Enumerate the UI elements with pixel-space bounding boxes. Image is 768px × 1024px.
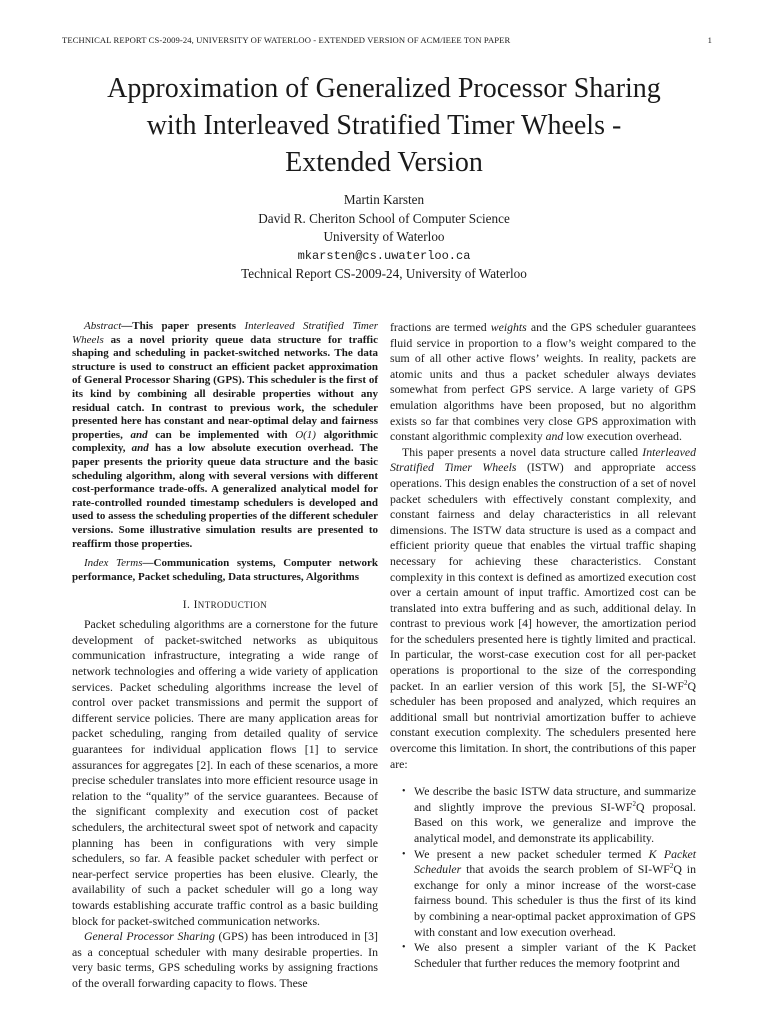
abstract-dash: — xyxy=(121,320,133,332)
intro-paragraph-1: Packet scheduling algorithms are a cornerstone for the future development of packet-switched networks as ubiquitous communication infrastructure, integrating a wide range of network technologies and offering a wide variety of application services. Packet scheduling algorithms increase the level of control over packet transmissions and permit the support of different service policies. There are many application areas for packet scheduling, ranging from detailed quality of service guarantees for individual application flows [1] to service assurances for aggregates [2]. In each of these scenarios, a more precise scheduler translates into more efficient resource usage in relation to the “quality” of the service guarantees. Because of the significant complexity and execution cost of packet schedulers, the architectural sweet spot of network and capacity planning has been in configurations with very simple schedulers, so far. A feasible packet scheduler with perfect or near-perfect service properties has been elusive. Clearly, the availability of such a packet scheduler will go a long way towards establishing accurate traffic control as a basic building block for packet-switched communication networks. xyxy=(72,617,378,928)
running-head-text: TECHNICAL REPORT CS-2009-24, UNIVERSITY OF WATERLOO - EXTENDED VERSION OF ACM/IEEE TON PAPER xyxy=(62,35,511,45)
author-name: Martin Karsten xyxy=(343,192,425,207)
intro-paragraph-3 xyxy=(390,320,696,445)
bullet-icon: • xyxy=(402,848,406,860)
paper-title xyxy=(40,70,728,181)
abstract-text-5: has a low absolute execution overhead. The paper presents the priority queue data structure and the basic scheduling algorithm, along with several versions with different cost-performance trade-offs. A generalized analytical model for rate-controlled rounded timestamp schedulers is developed and used to assess the scheduling properties of the different scheduler versions. Some illustrative simulation results are presented to reaffirm those properties. xyxy=(72,442,378,550)
left-column xyxy=(72,320,378,992)
title-line-2: with Interleaved Stratified Timer Wheels - xyxy=(146,110,622,141)
abstract xyxy=(72,320,378,551)
p3-text-b: and the GPS scheduler guarantees fluid service in proportion to a flow’s weight compared to the sum of all other active flows’ weights. In reality, packets are atomic units and thus a packet scheduler always deviates somewhat from perfect GPS service. A large variety of GPS emulation algorithms have been proposed, but no algorithm exists so far that combines very close GPS approximation with constant algorithmic complexity xyxy=(390,320,696,444)
abstract-text-3: can be implemented with xyxy=(147,428,296,441)
report-number: Technical Report CS-2009-24, University of Waterloo xyxy=(241,266,527,281)
intro-paragraph-4 xyxy=(390,445,696,772)
p4-text-a: This paper presents a novel data structure called xyxy=(402,444,643,459)
gps-term: General Processor Sharing xyxy=(84,929,215,944)
contributions-list xyxy=(390,784,696,971)
list-item xyxy=(390,940,696,971)
title-line-1: Approximation of Generalized Processor Sharing xyxy=(107,73,661,104)
abstract-complexity: O(1) xyxy=(295,428,316,441)
section-number: I. xyxy=(182,599,194,612)
index-terms-text: —Communication systems, Computer network performance, Packet scheduling, Data structures, Algorithms xyxy=(72,557,378,583)
author-affiliation-2: University of Waterloo xyxy=(323,229,445,244)
p3-text-a: fractions are termed xyxy=(390,320,491,334)
running-head xyxy=(62,35,712,45)
section-title-rest: NTRODUCTION xyxy=(197,600,268,611)
right-column xyxy=(390,320,696,971)
contribution-3-text: We also present a simpler variant of the K Packet Scheduler that further reduces the memory footprint and xyxy=(414,940,696,970)
author-block xyxy=(40,191,728,284)
istw-term: Interleaved Stratified Timer Wheels xyxy=(390,444,696,475)
abstract-and-2: and xyxy=(131,442,149,455)
intro-paragraph-2 xyxy=(72,929,378,991)
author-affiliation-1: David R. Cheriton School of Computer Science xyxy=(258,210,510,226)
abstract-and-1: and xyxy=(130,428,148,441)
contribution-2-text-c: Q in exchange for only a minor increase of the worst-case fairness bound. This scheduler is thus the first of its kind by combining a near-optimal packet approximation of GPS with constant and low execution overhead. xyxy=(414,862,696,939)
section-heading-introduction xyxy=(72,599,378,611)
bullet-icon: • xyxy=(402,786,406,798)
page-number: 1 xyxy=(707,35,712,45)
list-item xyxy=(390,847,696,941)
p3-and: and xyxy=(545,429,564,444)
contribution-1-text-a: We describe the basic ISTW data structure, and summarize and slightly improve the previous SI-WF xyxy=(414,784,696,814)
bullet-icon: • xyxy=(402,942,406,954)
list-item xyxy=(390,784,696,846)
index-terms xyxy=(72,557,378,584)
p4-text-c: Q scheduler has been proposed and analyzed, which requires an additional small but nontrivial amortization buffer to achieve constant execution complexity. The schedulers presented here overcome this limitation. In short, the contributions of this paper are: xyxy=(390,678,696,771)
p4-text-b: (ISTW) and appropriate access operations. This design enables the construction of a set of novel packet schedulers with effectively constant complexity, and constant fairness and delay characteristics in all relevant dimensions. The ISTW data structure is used as a compact and efficient priority queue that enables the virtual traffic shaping necessary for achieving these characteristics. Constant complexity in this context is defined as amortized execution cost over a certain amount of input traffic. Amortized cost can be translated into extra buffering and as such, additional delay. In contrast to previous work [4] however, the amortization period for the schedulers presented here is tightly limited and practical. In particular, the worst-case execution cost for all per-packet operations is proportional to the size of the corresponding packet. In an earlier version of this work [5], the SI-WF xyxy=(390,460,696,693)
p4-superscript: 2 xyxy=(683,678,688,687)
section-first-letter: I xyxy=(193,599,198,612)
contribution-1-text-b: Q proposal. Based on this work, we generalize and improve the analytical model, and demonstrate its applicability. xyxy=(414,799,696,845)
contribution-2-text-b: that avoids the search problem of SI-WF xyxy=(461,862,670,877)
abstract-text-2: as a novel priority queue data structure for traffic shaping and scheduling in packet-switched networks. The data structure is used to construct an efficient packet approximation of General Processor Sharing (GPS). This scheduler is the first of its kind by combining all desirable properties without any residual catch. In contrast to previous work, the scheduler presented here has constant and near-optimal delay and fairness properties, xyxy=(72,333,378,441)
abstract-lead: Abstract xyxy=(84,320,122,332)
intro-paragraph-2-text: (GPS) has been introduced in [3] as a conceptual scheduler with many desirable properties. In very basic terms, GPS scheduling works by assigning fractions of the overall forwarding capacity to flows. These xyxy=(72,929,378,990)
contribution-2-superscript: 2 xyxy=(669,862,674,871)
author-email[interactable]: mkarsten@cs.uwaterloo.ca xyxy=(297,248,471,263)
title-line-3: Extended Version xyxy=(285,147,483,178)
contribution-1-superscript: 2 xyxy=(632,799,636,808)
p3-text-c: low execution overhead. xyxy=(563,429,682,444)
abstract-text-4: algorithmic complexity, xyxy=(72,428,378,455)
k-packet-scheduler-term: K Packet Scheduler xyxy=(414,846,696,877)
contribution-2-text-a: We present a new packet scheduler termed xyxy=(414,846,649,861)
abstract-istw: Interleaved Stratified Timer Wheels xyxy=(72,320,378,346)
weights-term: weights xyxy=(490,320,527,334)
index-terms-lead: Index Terms xyxy=(84,557,143,570)
abstract-text-1: This paper presents xyxy=(132,320,245,332)
